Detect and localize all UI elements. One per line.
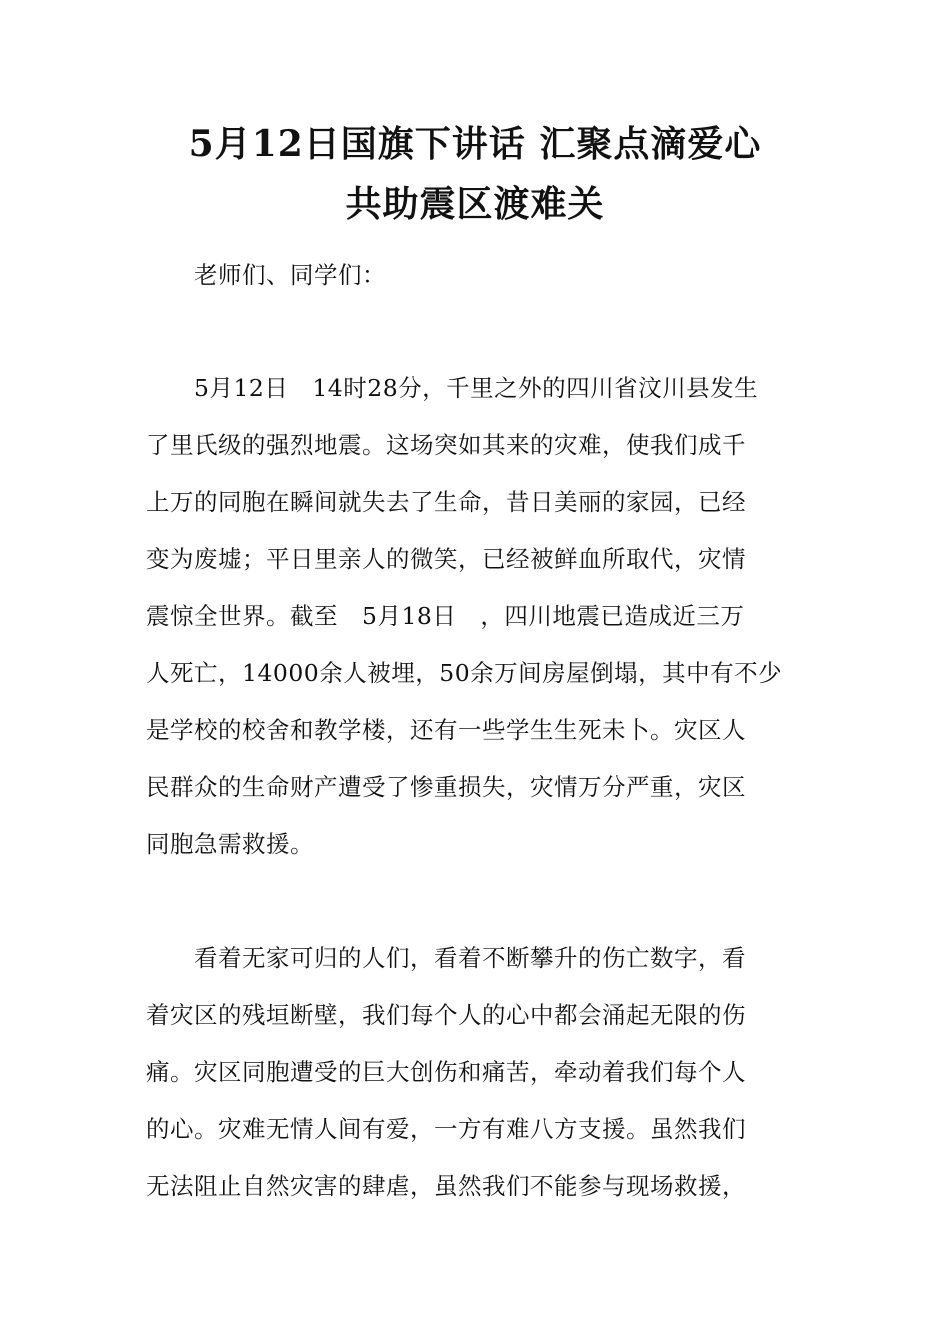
paragraph-1-line: 震惊全世界。截至 5月18日 ，四川地震已造成近三万 bbox=[146, 602, 745, 630]
paragraph-2-line: 的心。灾难无情人间有爱，一方有难八方支援。虽然我们 bbox=[146, 1115, 746, 1143]
title-line-1: 5月12日国旗下讲话 汇聚点滴爱心 bbox=[188, 123, 762, 165]
paragraph-1-line: 变为废墟；平日里亲人的微笑，已经被鲜血所取代，灾情 bbox=[146, 545, 746, 573]
paragraph-1-line: 上万的同胞在瞬间就失去了生命，昔日美丽的家园，已经 bbox=[146, 488, 746, 516]
salutation: 老师们、同学们： bbox=[194, 261, 386, 289]
paragraph-1-line: 了里氏级的强烈地震。这场突如其来的灾难，使我们成千 bbox=[146, 431, 746, 459]
paragraph-2-line: 无法阻止自然灾害的肆虐，虽然我们不能参与现场救援， bbox=[146, 1172, 746, 1200]
paragraph-2-line: 看着无家可归的人们，看着不断攀升的伤亡数字，看 bbox=[194, 944, 746, 972]
paragraph-1-line: 人死亡，14000余人被埋，50余万间房屋倒塌，其中有不少 bbox=[146, 659, 783, 687]
paragraph-2-line: 着灾区的残垣断壁，我们每个人的心中都会涌起无限的伤 bbox=[146, 1001, 746, 1029]
paragraph-1-line: 是学校的校舍和教学楼，还有一些学生生死未卜。灾区人 bbox=[146, 716, 746, 744]
paragraph-1-line: 民群众的生命财产遭受了惨重损失，灾情万分严重，灾区 bbox=[146, 773, 746, 801]
title-line-2: 共助震区渡难关 bbox=[345, 183, 605, 225]
paragraph-2-line: 痛。灾区同胞遭受的巨大创伤和痛苦，牵动着我们每个人 bbox=[146, 1058, 746, 1086]
paragraph-1-line: 5月12日 14时28分，千里之外的四川省汶川县发生 bbox=[194, 374, 759, 402]
paragraph-1-line: 同胞急需救援。 bbox=[146, 830, 314, 858]
